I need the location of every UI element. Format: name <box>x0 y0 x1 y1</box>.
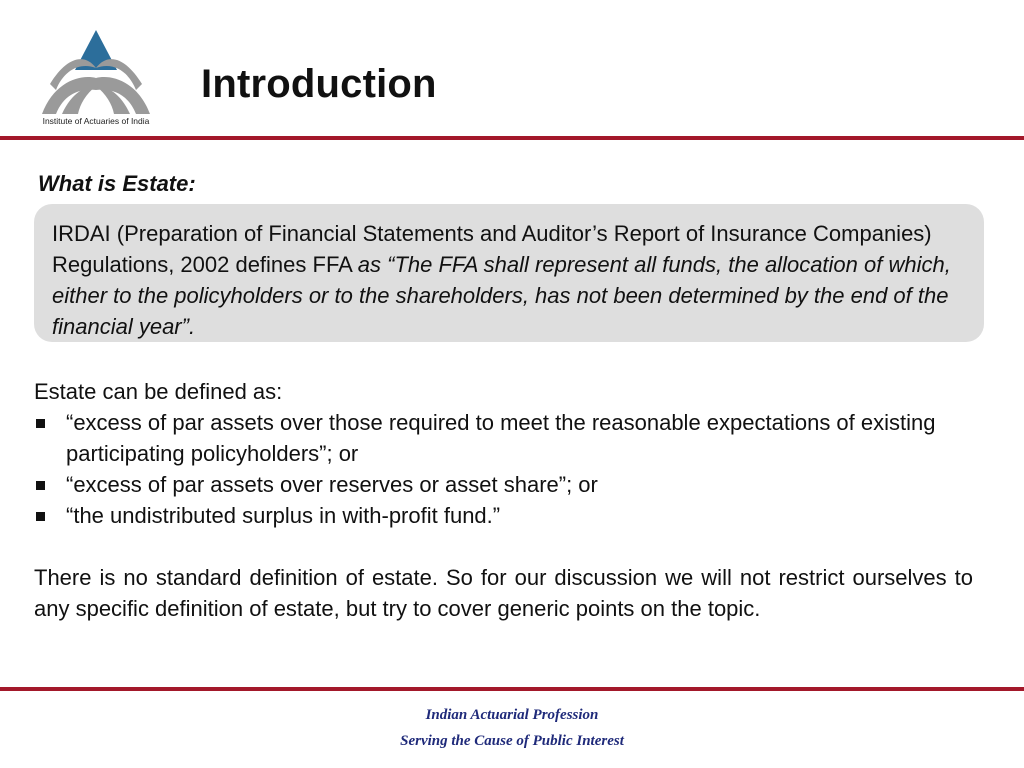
definition-callout <box>34 204 984 342</box>
definitions-list <box>34 407 973 531</box>
footer-line-2: Serving the Cause of Public Interest <box>400 733 624 749</box>
header-divider <box>0 136 1024 140</box>
definitions-block <box>34 376 973 624</box>
institute-logo <box>36 28 156 132</box>
logo-caption: Institute of Actuaries of India <box>42 116 150 126</box>
conclusion-paragraph: There is no standard definition of estate. So for our discussion we will not restrict ourselves to any specific definition of estate, but try to cover generic points on the topic. <box>34 565 973 621</box>
list-item-text: “excess of par assets over those required to meet the reasonable expectations of existing participating policyholders”; or <box>66 410 936 466</box>
square-bullet-icon <box>36 512 45 521</box>
callout-italic-text: as “The FFA shall represent all funds, the allocation of which, either to the policyholders or to the shareholders, has not been determined by the end of the financial year”. <box>52 252 951 339</box>
footer-line-1: Indian Actuarial Profession <box>425 707 599 723</box>
footer-divider <box>0 687 1024 691</box>
list-item-text: “excess of par assets over reserves or asset share”; or <box>66 472 598 497</box>
section-subheading: What is Estate: <box>38 171 196 196</box>
list-item-text: “the undistributed surplus in with-profit fund.” <box>66 503 501 528</box>
definitions-intro: Estate can be defined as: <box>34 379 283 404</box>
list-item <box>34 500 973 531</box>
list-item <box>34 469 973 500</box>
logo-emblem-icon <box>36 28 156 116</box>
list-item <box>34 407 973 469</box>
page-title: Introduction <box>201 62 437 106</box>
square-bullet-icon <box>36 419 45 428</box>
callout-plain-text: IRDAI (Preparation of Financial Statements and Auditor’s Report of Insurance Companies) Regulations, 2002 defines FFA <box>52 221 932 277</box>
square-bullet-icon <box>36 481 45 490</box>
callout-text <box>52 218 966 342</box>
